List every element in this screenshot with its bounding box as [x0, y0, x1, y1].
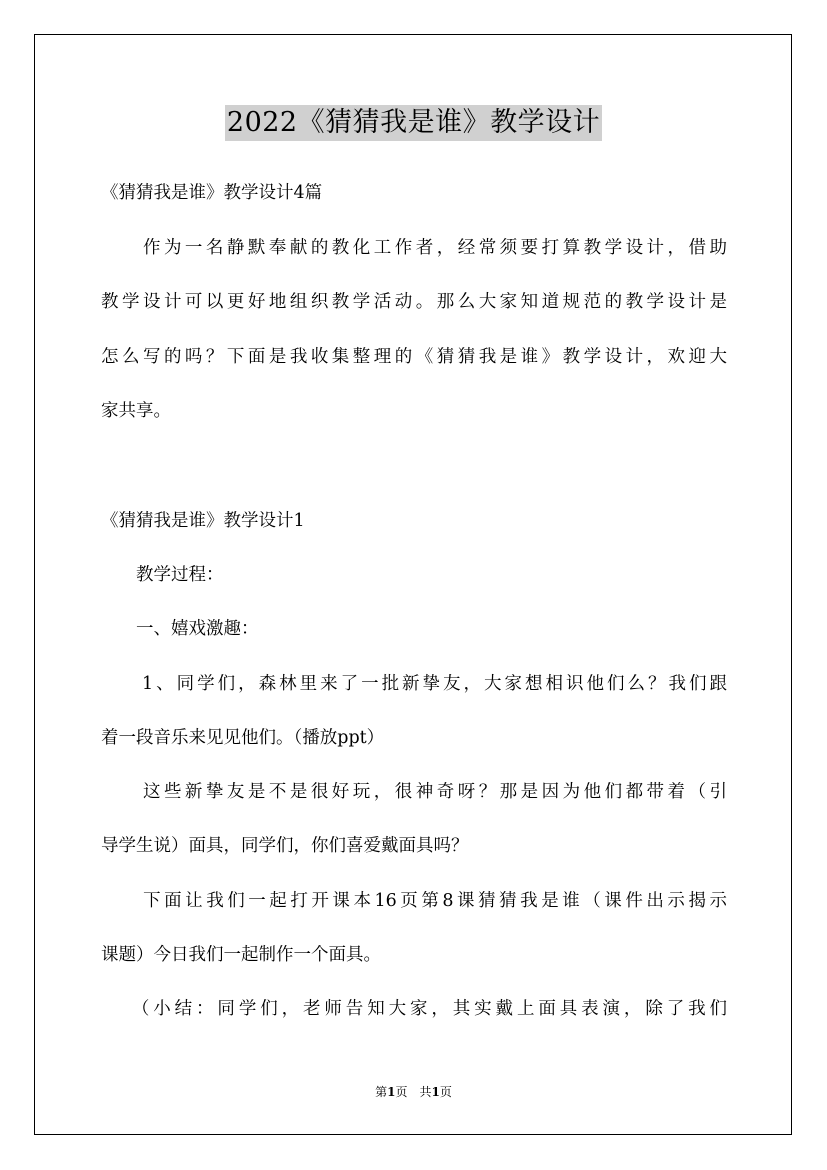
title-container — [0, 105, 827, 141]
paragraph-line: 下面让我们一起打开课本16页第8课猜猜我是谁（课件出示揭示 — [101, 891, 727, 911]
footer-total-pages: 1 — [431, 1085, 440, 1099]
footer-suffix: 页 — [439, 1085, 452, 1099]
footer-prefix: 第 — [375, 1085, 388, 1099]
paragraph-line: 课题）今日我们一起制作一个面具。 — [101, 945, 381, 965]
paragraph-line: 作为一名静默奉献的教化工作者，经常须要打算教学设计，借助 — [101, 238, 727, 258]
paragraph-line: 1、同学们，森林里来了一批新挚友，大家想相识他们么？我们跟 — [101, 674, 727, 694]
paragraph-line: 怎么写的吗？下面是我收集整理的《猜猜我是谁》教学设计，欢迎大 — [101, 347, 727, 367]
page-footer — [0, 1084, 827, 1100]
paragraph-line: 着一段音乐来见见他们。（播放ppt） — [101, 728, 385, 748]
document-title: 2022《猜猜我是谁》教学设计 — [225, 105, 602, 141]
paragraph-line: （小结：同学们，老师告知大家，其实戴上面具表演，除了我们 — [101, 999, 727, 1019]
paragraph-line: 教学设计可以更好地组织教学活动。那么大家知道规范的教学设计是 — [101, 292, 727, 312]
section-heading: 《猜猜我是谁》教学设计1 — [101, 511, 305, 531]
paragraph-line: 教学过程： — [101, 565, 224, 585]
footer-page-number: 1 — [387, 1085, 396, 1099]
paragraph-line: 家共享。 — [101, 401, 171, 421]
footer-mid: 页 共 — [395, 1085, 432, 1099]
paragraph-line: 一、嬉戏激趣： — [101, 619, 259, 639]
subtitle-line: 《猜猜我是谁》教学设计4篇 — [101, 183, 323, 203]
paragraph-line: 导学生说）面具，同学们，你们喜爱戴面具吗？ — [101, 836, 469, 856]
paragraph-line: 这些新挚友是不是很好玩，很神奇呀？那是因为他们都带着（引 — [101, 782, 727, 802]
